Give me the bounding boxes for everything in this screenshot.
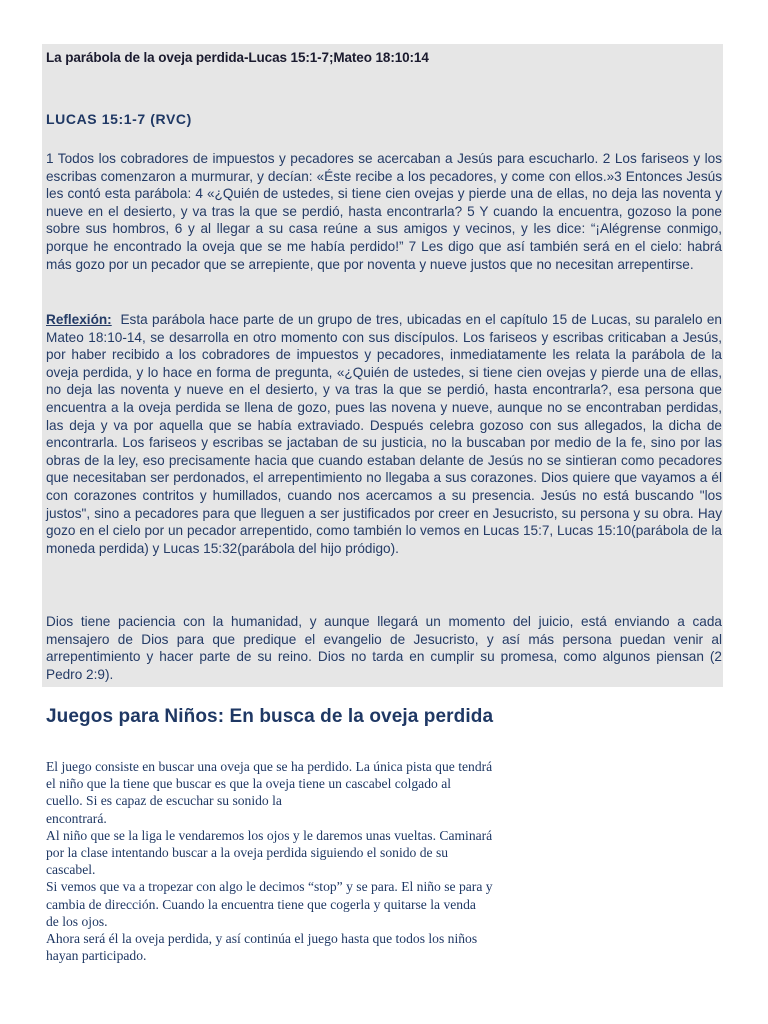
scripture-paragraph: 1 Todos los cobradores de impuestos y pecadores se acercaban a Jesús para escucharlo. 2 Los fariseos y los escribas comenzaron a murmurar, y decían: «Éste recibe a los pecadores, y come con ellos.»3 Entonces Jesús les contó esta parábola: 4 «¿Quién de ustedes, si tiene cien ovejas y pierde una de ellas, no deja las noventa y nueve en el desierto, y va tras la que se perdió, hasta encontrarla? 5 Y cuando la encuentra, gozoso la pone sobre sus hombros, 6 y al llegar a su casa reúne a sus amigos y vecinos, y les dice: “¡Alégrense conmigo, porque he encontrado la oveja que se me había perdido!” 7 Les digo que así también será en el cielo: habrá más gozo por un pecador que se arrepiente, que por noventa y nueve justos que no necesitan arrepentirse. (46, 151, 722, 272)
game-line: Al niño que se la liga le vendaremos los ojos y le daremos unas vueltas. Caminará (46, 827, 493, 843)
reflection-paragraph (46, 311, 722, 557)
closing-paragraph: Dios tiene paciencia con la humanidad, y aunque llegará un momento del juicio, está enviando a cada mensajero de Dios para que predique el evangelio de Jesucristo, y así más persona puedan venir al arrepentimiento y hacer parte de su reino. Dios no tarda en cumplir su promesa, como algunos piensan (2 Pedro 2:9). (46, 614, 722, 682)
reflection-label: Reflexión: (46, 312, 112, 327)
game-line: cambia de dirección. Cuando la encuentra tiene que cogerla y quitarse la venda (46, 896, 476, 912)
game-line: encontrará. (46, 810, 107, 826)
scripture-reference-heading: LUCAS 15:1-7 (RVC) (46, 111, 192, 127)
document-title: La parábola de la oveja perdida-Lucas 15:1-7;Mateo 18:10:14 (46, 50, 429, 65)
game-line: cuello. Si es capaz de escuchar su sonido la (46, 793, 282, 809)
game-line: El juego consiste en buscar una oveja que se ha perdido. La única pista que tendrá (46, 759, 493, 774)
game-line: por la clase intentando buscar a la oveja perdida siguiendo el sonido de su (46, 845, 449, 861)
game-description (46, 758, 544, 964)
game-line: de los ojos. (46, 913, 108, 929)
games-heading: Juegos para Niños: En busca de la oveja perdida (46, 706, 494, 727)
game-line: Si vemos que va a tropezar con algo le decimos “stop” y se para. El niño se para y (46, 879, 493, 895)
game-line: el niño que la tiene que buscar es que la oveja tiene un cascabel colgado al (46, 776, 451, 792)
game-line: hayan participado. (46, 948, 147, 964)
game-line: cascabel. (46, 862, 96, 878)
game-line: Ahora será él la oveja perdida, y así continúa el juego hasta que todos los niños (46, 931, 478, 947)
reflection-text: Esta parábola hace parte de un grupo de tres, ubicadas en el capítulo 15 de Lucas, su paralelo en Mateo 18:10-14, se desarrolla en otro momento con sus discípulos. Los fariseos y escribas criticaban a Jesús, por haber recibido a los cobradores de impuestos y pecadores, inmediatamente les relata la parábola de la oveja perdida, y lo hace en forma de pregunta, «¿Quién de ustedes, si tiene cien ovejas y pierde una de ellas, no deja las noventa y nueve en el desierto, y va tras la que se perdió, hasta encontrarla?, esa persona que encuentra a la oveja perdida se llena de gozo, pues las novena y nueve, aunque no se encontraban perdidas, las deja y va por aquella que se había extraviado. Después celebra gozoso con sus allegados, la dicha de encontrarla. Los fariseos y escribas se jactaban de su justicia, no la buscaban por medio de la fe, sino por las obras de la ley, eso precisamente hacia que cuando estaban delante de Jesús no se sintieran como pecadores que necesitaban ser perdonados, el arrepentimiento no llegaba a sus corazones. Dios quiere que vayamos a él con corazones contritos y humillados, cuando nos acercamos a su presencia. Jesús no está buscando "los justos", sino a pecadores para que lleguen a ser justificados por creer en Jesucristo, su persona y su obra. Hay gozo en el cielo por un pecador arrepentido, como también lo vemos en Lucas 15:7, Lucas 15:10(parábola de la moneda perdida) y Lucas 15:32(parábola del hijo pródigo). (46, 312, 722, 556)
